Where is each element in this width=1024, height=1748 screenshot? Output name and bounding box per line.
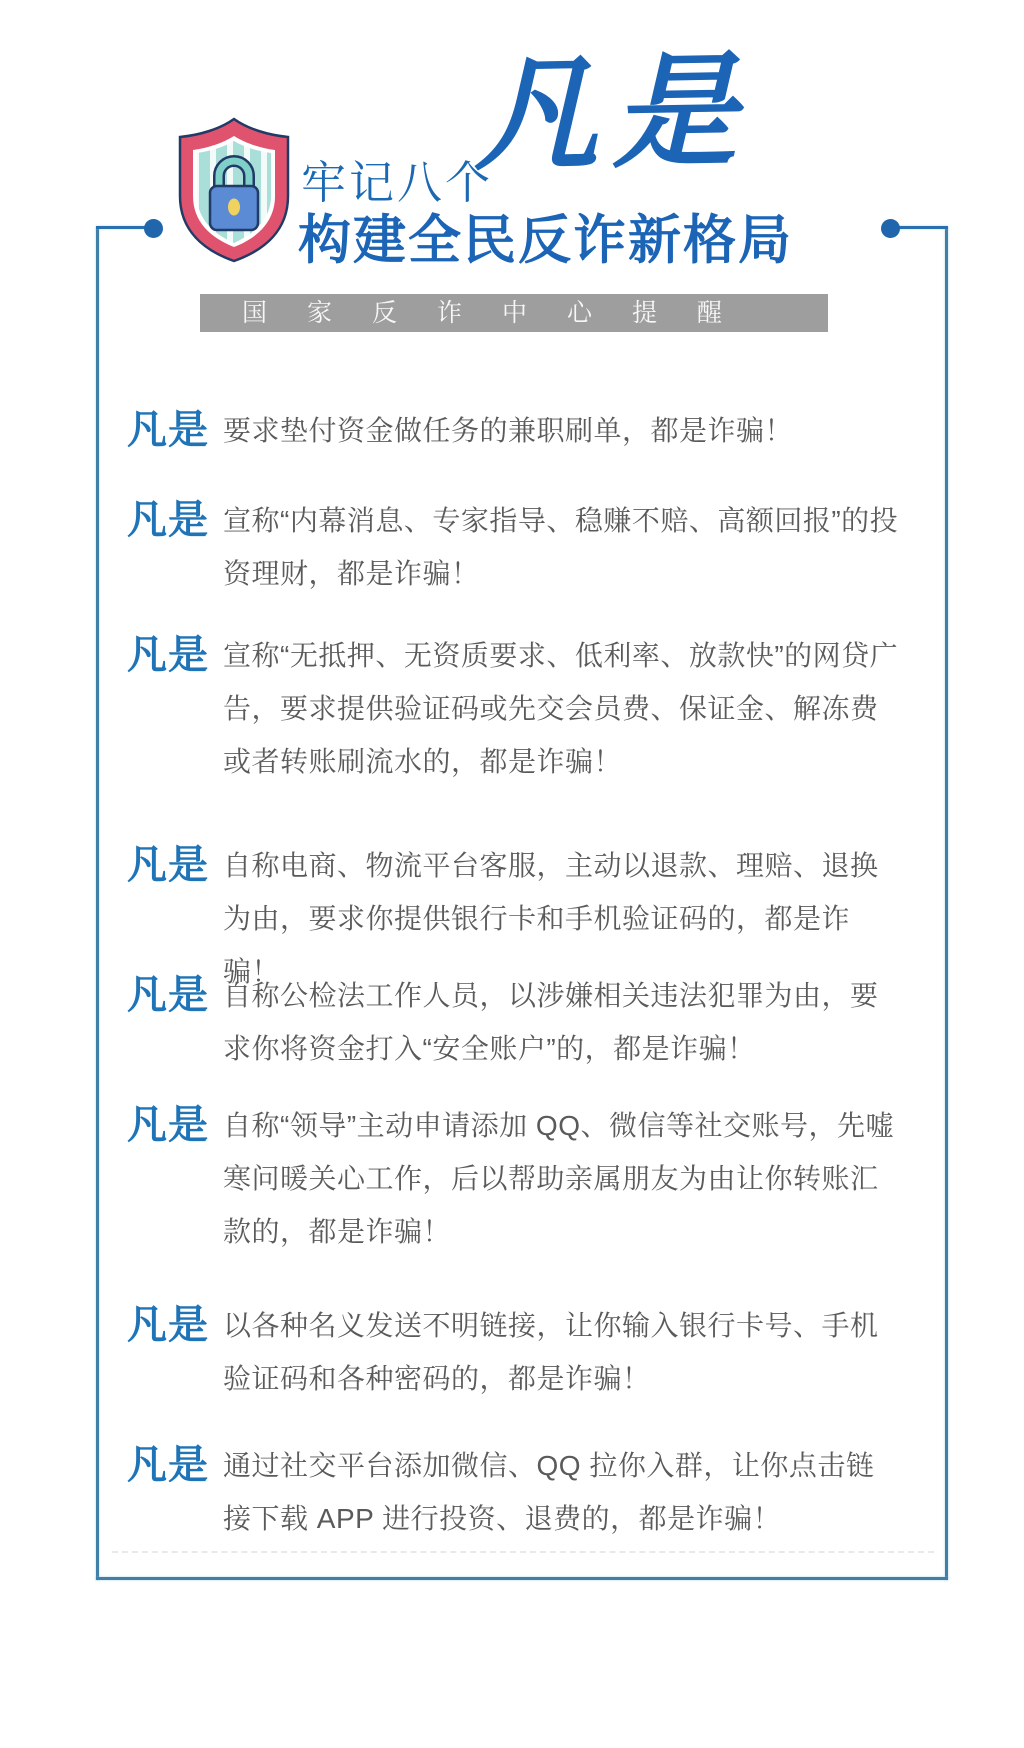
whenever-item xyxy=(127,494,899,600)
whenever-text: 宣称“内幕消息、专家指导、稳赚不赔、高额回报”的投资理财，都是诈骗！ xyxy=(223,505,899,589)
whenever-label: 凡是 xyxy=(127,1303,209,1347)
whenever-text: 宣称“无抵押、无资质要求、低利率、放款快”的网贷广告，要求提供验证码或先交会员费、保证金、解冻费或者转账刷流水的，都是诈骗！ xyxy=(223,640,899,777)
reminder-bar: 国家反诈中心提醒 xyxy=(200,294,828,332)
whenever-label: 凡是 xyxy=(127,843,209,887)
whenever-label: 凡是 xyxy=(127,1103,209,1147)
header-subtitle: 构建全民反诈新格局 xyxy=(298,211,793,270)
whenever-text: 自称电商、物流平台客服，主动以退款、理赔、退换为由，要求你提供银行卡和手机验证码的，都是诈骗！ xyxy=(223,850,879,987)
whenever-label: 凡是 xyxy=(127,1443,209,1487)
frame-bottom-border xyxy=(96,1577,948,1580)
whenever-item xyxy=(127,1439,899,1545)
header-pre-title: 牢记八个 xyxy=(301,157,494,208)
whenever-item xyxy=(127,1299,899,1405)
whenever-item xyxy=(127,404,899,457)
divider-dashed-line xyxy=(112,1551,934,1553)
whenever-label: 凡是 xyxy=(127,633,209,677)
whenever-text: 以各种名义发送不明链接，让你输入银行卡号、手机验证码和各种密码的，都是诈骗！ xyxy=(223,1310,879,1394)
whenever-label: 凡是 xyxy=(127,408,209,452)
header-big-title: 凡是 xyxy=(472,42,752,186)
whenever-text: 自称公检法工作人员，以涉嫌相关违法犯罪为由，要求你将资金打入“安全账户”的，都是诈骗！ xyxy=(223,980,879,1064)
whenever-text: 通过社交平台添加微信、QQ 拉你入群，让你点击链接下载 APP 进行投资、退费的，都是诈骗！ xyxy=(223,1450,875,1534)
whenever-text: 要求垫付资金做任务的兼职刷单，都是诈骗！ xyxy=(223,415,794,446)
shield-lock-icon xyxy=(172,114,296,264)
frame-left-border xyxy=(96,228,99,1580)
frame-dot-right xyxy=(881,219,900,238)
whenever-label: 凡是 xyxy=(127,498,209,542)
whenever-text: 自称“领导”主动申请添加 QQ、微信等社交账号，先嘘寒问暖关心工作，后以帮助亲属朋友为由让你转账汇款的，都是诈骗！ xyxy=(223,1110,894,1247)
whenever-label: 凡是 xyxy=(127,973,209,1017)
frame-dot-left xyxy=(144,219,163,238)
frame-top-right-segment xyxy=(892,226,948,229)
frame-right-border xyxy=(945,228,948,1580)
whenever-item xyxy=(127,1099,899,1258)
whenever-item xyxy=(127,969,899,1075)
whenever-item xyxy=(127,629,899,788)
